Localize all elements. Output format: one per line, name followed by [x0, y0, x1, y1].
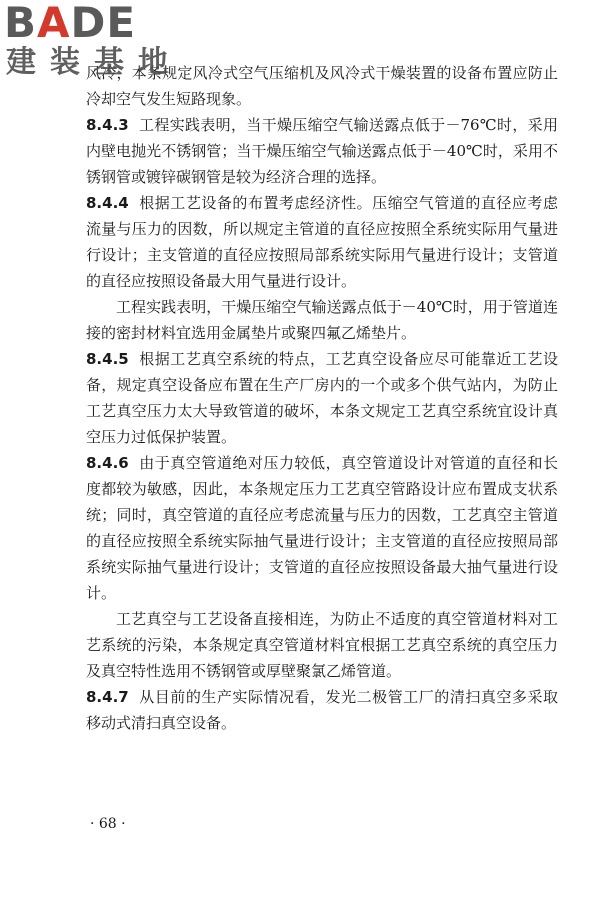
clause-text: 从目前的生产实际情况看，发光二极管工厂的清扫真空多采取移动式清扫真空设备。: [86, 688, 558, 732]
paragraph-text: 工艺真空与工艺设备直接相连，为防止不适度的真空管道材料对工艺系统的污染，本条规定真空管道材料宜根据工艺真空系统的真空压力及真空特性选用不锈钢管或厚壁聚氯乙烯管道。: [86, 610, 558, 680]
clause-8-4-6: [86, 450, 558, 606]
paragraph-text: 风冷，本条规定风冷式空气压缩机及风冷式干燥装置的设备布置应防止冷却空气发生短路现象。: [86, 64, 558, 108]
clause-text: 工程实践表明，当干燥压缩空气输送露点低于－76℃时，采用内壁电抛光不锈钢管；当干燥压缩空气输送露点低于－40℃时，采用不锈钢管或镀锌碳钢管是较为经济合理的选择。: [86, 116, 558, 186]
clause-number: 8.4.6: [86, 454, 129, 472]
page-number: · 68 ·: [90, 816, 126, 832]
clause-8-4-4: [86, 190, 558, 294]
clause-text: 根据工艺设备的布置考虑经济性。压缩空气管道的直径应考虑流量与压力的因数，所以规定主管道的直径应按照全系统实际用气量进行设计；主支管道的直径应按照局部系统实际用气量进行设计；支管道的直径应按照设备最大用气量进行设计。: [86, 194, 558, 290]
body-text: [86, 60, 558, 736]
clause-8-4-5: [86, 346, 558, 450]
clause-number: 8.4.7: [86, 688, 129, 706]
clause-8-4-7: [86, 684, 558, 736]
paragraph-8-4-4-supplement: [86, 294, 558, 346]
paragraph-continuation: [86, 60, 558, 112]
clause-number: 8.4.4: [86, 194, 129, 212]
clause-text: 由于真空管道绝对压力较低，真空管道设计对管道的直径和长度都较为敏感，因此，本条规定压力工艺真空管路设计应布置成支状系统；同时，真空管道的直径应考虑流量与压力的因数，工艺真空主管道的直径应按照全系统实际抽气量进行设计；主支管道的直径应按照局部系统实际抽气量进行设计；支管道的直径应按照设备最大抽气量进行设计。: [86, 454, 558, 602]
watermark-latin-text: BADE: [4, 0, 137, 47]
clause-8-4-3: [86, 112, 558, 190]
clause-number: 8.4.5: [86, 350, 129, 368]
paragraph-8-4-6-supplement: [86, 606, 558, 684]
clause-number: 8.4.3: [86, 116, 129, 134]
clause-text: 根据工艺真空系统的特点，工艺真空设备应尽可能靠近工艺设备，规定真空设备应布置在生产厂房内的一个或多个供气站内，为防止工艺真空压力太大导致管道的破坏，本条文规定工艺真空系统宜设计真空压力过低保护装置。: [86, 350, 558, 446]
paragraph-text: 工程实践表明，干燥压缩空气输送露点低于－40℃时，用于管道连接的密封材料宜选用金属垫片或聚四氟乙烯垫片。: [86, 298, 558, 342]
watermark-cjk-text: 建装基地: [6, 45, 182, 80]
